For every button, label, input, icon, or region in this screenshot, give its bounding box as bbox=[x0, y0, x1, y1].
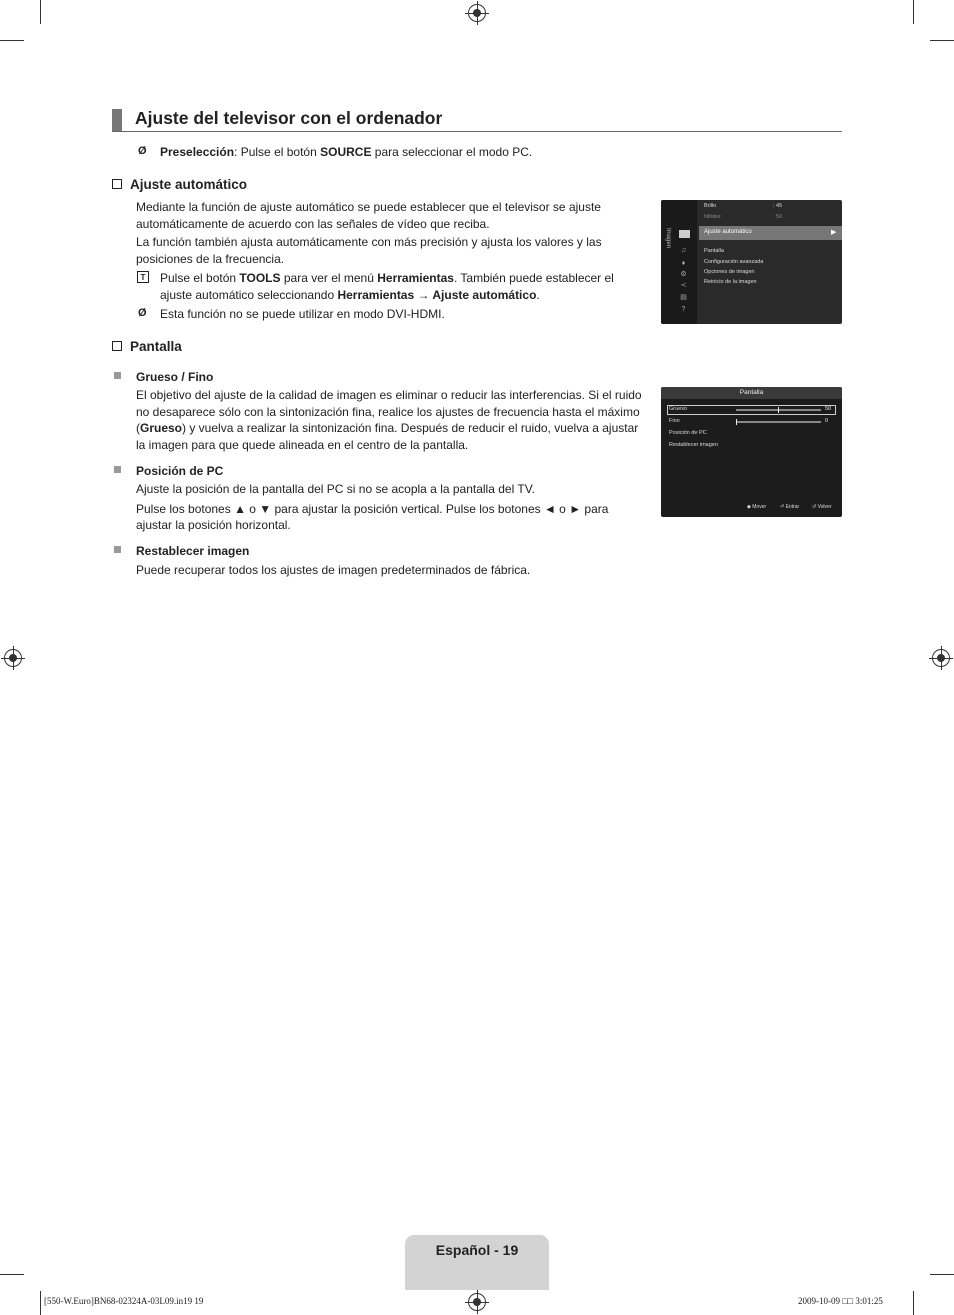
crop-mark bbox=[40, 1291, 41, 1315]
setup-icon: ⚙ bbox=[680, 271, 687, 278]
auto-adjust-para1: Mediante la función de ajuste automático se puede establecer que el televisor se ajuste automáticamente de acuerdo con las señales de vídeo que reciba. bbox=[136, 200, 601, 231]
crop-mark bbox=[40, 0, 41, 24]
tv-menu-item-auto-adjust[interactable]: Ajuste automático bbox=[704, 229, 752, 235]
checkbox-bullet-icon bbox=[112, 179, 122, 189]
auto-adjust-para2: La función también ajusta automáticamente con más precisión y ajusta los valores y las posiciones de la frecuencia. bbox=[136, 235, 602, 266]
registration-mark-icon bbox=[932, 649, 950, 667]
registration-mark-icon bbox=[468, 4, 486, 22]
print-info-right: 2009-10-09 □□ 3:01:25 bbox=[798, 1296, 883, 1306]
tv-menu-row-reset[interactable]: Restablecer imagen bbox=[669, 442, 718, 448]
tv-menu-row-brightness: Brillo bbox=[704, 203, 717, 209]
title-accent-bar bbox=[112, 109, 122, 132]
reset-image-text: Puede recuperar todos los ajustes de imagen predeterminados de fábrica. bbox=[136, 563, 531, 577]
tv-menu-screen-screenshot bbox=[661, 387, 842, 517]
checkbox-bullet-icon bbox=[112, 341, 122, 351]
tv-menu-row-sharpness: Nitidez bbox=[704, 214, 721, 220]
application-icon: ▤ bbox=[680, 294, 687, 301]
tv-menu-row-fine[interactable]: Fino bbox=[669, 418, 680, 424]
subheading-pc-position: Posición de PC bbox=[136, 464, 224, 478]
subheading-coarse-fine: Grueso / Fino bbox=[136, 370, 214, 384]
tv-menu-side-label: Imagen bbox=[665, 228, 671, 249]
note-icon: Ø bbox=[138, 145, 147, 157]
channel-icon: ♦ bbox=[681, 260, 686, 267]
coarse-fine-text: El objetivo del ajuste de la calidad de imagen es eliminar o reducir las interferencias. Si el ruido no desaparece sólo con la sintonización fina, realice los ajustes de frecuencia hasta el máximo (Grueso) y vuelva a realizar la sintonización fina. Después de reducir el ruido, vuelva a ajustar la imagen para que quede alineada en el centro de la pantalla. bbox=[136, 388, 642, 452]
note-icon: Ø bbox=[138, 307, 147, 319]
sound-icon: ♫ bbox=[680, 247, 687, 254]
input-icon: ≺ bbox=[680, 282, 687, 289]
preselection-label: Preselección bbox=[160, 145, 235, 159]
tv-menu-item[interactable]: Configuración avanzada bbox=[704, 259, 764, 265]
square-bullet-icon bbox=[114, 372, 121, 379]
page-number: Español - 19 bbox=[435, 1242, 519, 1258]
page-title: Ajuste del televisor con el ordenador bbox=[135, 108, 443, 128]
footer-return: ↺ Volver bbox=[812, 504, 832, 510]
tv-menu-value-sharpness: : 50 bbox=[773, 214, 783, 220]
tools-icon: T bbox=[137, 271, 149, 283]
dvi-hdmi-note: Esta función no se puede utilizar en modo DVI-HDMI. bbox=[160, 307, 445, 321]
subheading-reset-image: Restablecer imagen bbox=[136, 544, 250, 558]
enter-icon: ⏎ bbox=[780, 504, 785, 510]
title-divider bbox=[112, 131, 842, 132]
section-heading-auto-adjust: Ajuste automático bbox=[112, 177, 247, 192]
pc-position-text: Ajuste la posición de la pantalla del PC si no se acopla a la pantalla del TV. Pulse los botones ▲ o ▼ para ajustar la posición vertical. Pulse los botones ◄ o ► para ajustar la posición horizontal. bbox=[136, 482, 609, 532]
tv-menu-image-screenshot bbox=[661, 200, 842, 324]
tv-menu-row-pc-position[interactable]: Posición de PC bbox=[669, 430, 707, 436]
fine-slider[interactable] bbox=[736, 421, 821, 423]
tv-menu-value-brightness: : 45 bbox=[773, 203, 783, 209]
updown-icon: ◆ bbox=[747, 504, 751, 510]
fine-slider-handle[interactable] bbox=[736, 419, 737, 425]
tv-menu-header-title: Pantalla bbox=[739, 389, 764, 396]
square-bullet-icon bbox=[114, 546, 121, 553]
tv-menu-row-coarse[interactable]: Grueso bbox=[669, 406, 688, 412]
tv-menu-item[interactable]: Opciones de imagen bbox=[704, 269, 755, 275]
fine-value: 0 bbox=[825, 418, 829, 424]
chevron-right-icon: ▶ bbox=[831, 229, 837, 236]
registration-mark-icon bbox=[4, 649, 22, 667]
tv-menu-item[interactable]: Reinicio de la imagen bbox=[704, 279, 757, 285]
registration-mark-icon bbox=[468, 1293, 486, 1311]
coarse-slider-handle[interactable] bbox=[778, 407, 779, 413]
crop-mark bbox=[913, 1291, 914, 1315]
crop-mark bbox=[913, 0, 914, 24]
crop-mark bbox=[930, 40, 954, 41]
preselection-note: Preselección: Pulse el botón SOURCE para seleccionar el modo PC. bbox=[160, 145, 533, 159]
return-icon: ↺ bbox=[812, 504, 817, 510]
section-heading-screen: Pantalla bbox=[112, 339, 182, 354]
tools-note: Pulse el botón TOOLS para ver el menú Herramientas. También puede establecer el ajuste automático seleccionando Herramientas → Ajuste automático. bbox=[160, 271, 614, 302]
coarse-value: 50 bbox=[825, 406, 832, 412]
print-info-left: [550-W.Euro]BN68-02324A-03L09.in19 19 bbox=[44, 1296, 204, 1306]
source-key: SOURCE bbox=[320, 145, 372, 159]
crop-mark bbox=[0, 40, 24, 41]
crop-mark bbox=[0, 1274, 24, 1275]
tv-menu-item[interactable]: Pantalla bbox=[704, 248, 724, 254]
footer-enter: ⏎ Entrar bbox=[780, 504, 800, 510]
crop-mark bbox=[930, 1274, 954, 1275]
footer-move: ◆ Mover bbox=[747, 504, 767, 510]
support-icon: ? bbox=[681, 306, 686, 313]
square-bullet-icon bbox=[114, 466, 121, 473]
picture-icon bbox=[679, 230, 690, 238]
